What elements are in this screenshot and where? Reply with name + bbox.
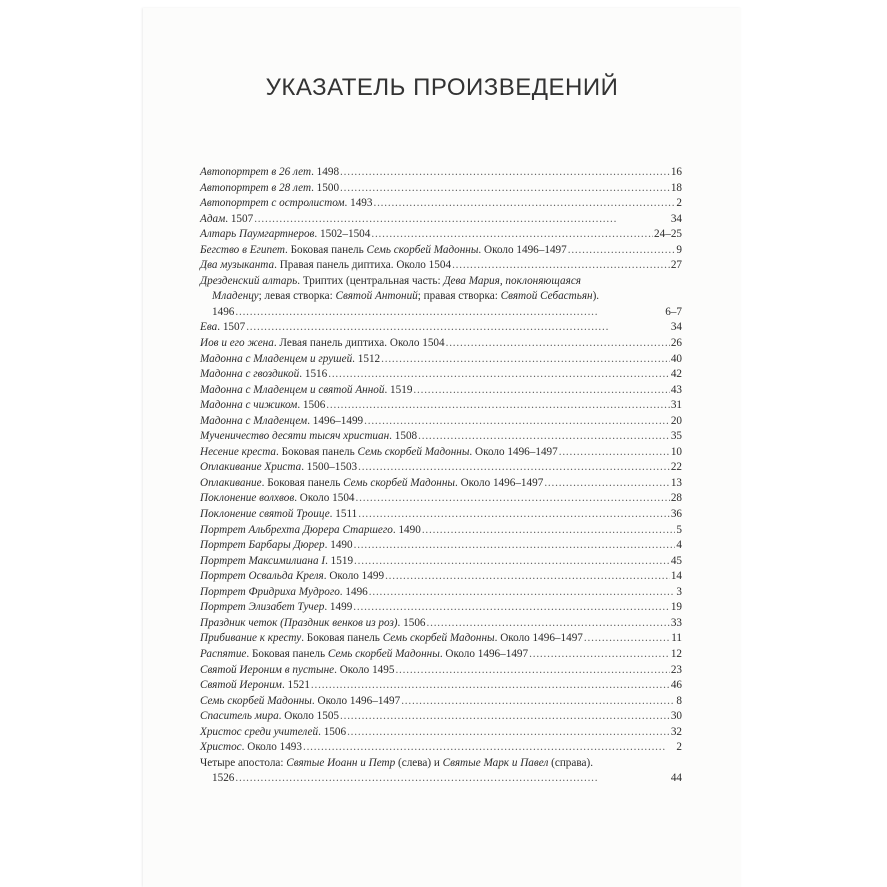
index-entry xyxy=(200,554,682,570)
index-entry xyxy=(200,460,682,476)
entry-label xyxy=(200,507,357,523)
entry-page: 11 xyxy=(671,632,682,645)
index-entry xyxy=(200,181,682,197)
entry-detail: . 1502–1504 xyxy=(314,228,371,241)
entry-detail: . 1490 xyxy=(324,539,353,552)
entry-page: 4 xyxy=(676,539,682,552)
entry-title: Прибивание к кресту xyxy=(200,632,302,645)
entry-label xyxy=(200,352,380,368)
index-entry xyxy=(200,429,682,445)
entry-title: Мученичество десяти тысяч христиан xyxy=(200,430,390,443)
entry-detail: . Около 1495 xyxy=(334,663,395,676)
entry-detail: . 1519 xyxy=(384,383,413,396)
dot-leader xyxy=(340,709,670,725)
entry-detail-2: . Около 1496–1497 xyxy=(455,476,544,489)
entry-page: 36 xyxy=(670,508,682,521)
entry-line-3 xyxy=(200,305,682,321)
entry-label xyxy=(200,647,528,663)
entry-detail: . Триптих (центральная часть: xyxy=(297,274,444,287)
entry-label xyxy=(200,740,302,756)
dot-leader xyxy=(235,771,669,787)
entry-detail: . Около 1496–1497 xyxy=(311,694,401,707)
entry-page: 12 xyxy=(670,647,682,660)
index-entry xyxy=(200,709,682,725)
entry-title: Ева xyxy=(200,321,218,334)
entry-label xyxy=(200,258,451,274)
dot-leader xyxy=(340,165,670,181)
dot-leader xyxy=(584,631,670,647)
entry-label xyxy=(200,631,583,647)
dot-leader xyxy=(254,212,670,228)
entry-label xyxy=(200,616,426,632)
entry-page: 44 xyxy=(670,772,682,785)
entry-title: Несение креста xyxy=(200,445,277,458)
entry-detail: . 1506 xyxy=(297,399,326,412)
dot-leader xyxy=(353,600,670,616)
entry-detail: . Около 1493 xyxy=(241,741,302,754)
entry-page: 42 xyxy=(670,368,682,381)
entry-page: 3 xyxy=(676,585,682,598)
index-entry xyxy=(200,600,682,616)
dot-leader xyxy=(347,725,670,741)
index-entry xyxy=(200,352,682,368)
entry-detail: . Левая панель диптиха. Около 1504 xyxy=(273,337,445,350)
entry-title: Автопортрет с остролистом xyxy=(200,197,345,210)
entry-title: Мадонна с чижиком xyxy=(200,399,298,412)
entry-label xyxy=(200,709,339,725)
index-entry xyxy=(200,507,682,523)
entry-detail: . Боковая панель xyxy=(261,476,344,489)
entry-page: 26 xyxy=(670,337,682,350)
entry-title: Мадонна с Младенцем и святой Анной xyxy=(200,383,385,396)
entry-title: Иов и его жена xyxy=(200,337,274,350)
index-entry xyxy=(200,740,682,756)
entry-detail: . Боковая панель xyxy=(246,647,328,660)
entry-detail: ; левая створка: xyxy=(258,290,336,303)
entry-label xyxy=(200,554,353,570)
dot-leader xyxy=(452,258,670,274)
entry-title: Распятие xyxy=(200,647,247,660)
entry-label xyxy=(200,476,543,492)
entry-title: Автопортрет в 26 лет xyxy=(200,166,312,178)
entry-line-1 xyxy=(200,274,682,290)
entry-title: Мадонна с гвоздикой xyxy=(200,368,300,381)
dot-leader xyxy=(328,367,670,383)
entry-part-title: Дева Мария, поклоняющаяся xyxy=(443,274,582,287)
entry-title: Святой Иероним в пустыне xyxy=(200,663,335,676)
entry-series: Семь скорбей Мадонны xyxy=(357,445,470,458)
dot-leader xyxy=(568,243,676,259)
entry-detail: . Боковая панель xyxy=(276,445,358,458)
entry-title: Портрет Элизабет Тучер xyxy=(200,601,325,614)
entry-title: Христос xyxy=(200,741,242,754)
entry-label xyxy=(200,212,253,228)
dot-leader xyxy=(422,523,676,539)
works-index xyxy=(200,165,682,787)
entry-page: 34 xyxy=(670,212,682,225)
entry-title: Автопортрет в 28 лет xyxy=(200,181,312,194)
entry-page: 8 xyxy=(676,694,682,707)
entry-title: Поклонение волхвов xyxy=(200,492,295,505)
entry-label xyxy=(200,663,394,679)
index-entry xyxy=(200,585,682,601)
dot-leader xyxy=(311,678,670,694)
entry-detail: (слева) и xyxy=(395,756,443,769)
entry-detail: . Правая панель диптиха. Около 1504 xyxy=(274,259,452,272)
dot-leader xyxy=(385,569,670,585)
entry-label xyxy=(200,414,363,430)
entry-detail: : xyxy=(280,756,287,769)
entry-part-title: Святые Марк и Павел xyxy=(442,756,549,769)
entry-label xyxy=(200,243,567,259)
entry-label xyxy=(200,491,355,507)
dot-leader xyxy=(395,663,669,679)
index-entry xyxy=(200,212,682,228)
entry-detail-2: . Около 1496–1497 xyxy=(494,632,583,645)
entry-page: 46 xyxy=(670,679,682,692)
entry-part-title: Святой Себастьян xyxy=(500,290,593,303)
index-entry xyxy=(200,274,682,321)
dot-leader xyxy=(413,383,669,399)
entry-line-2 xyxy=(200,771,682,787)
entry-detail: . 1519 xyxy=(325,554,354,567)
entry-title: Бегство в Египет xyxy=(200,243,286,256)
entry-page: 2 xyxy=(676,197,682,210)
entry-detail: (справа). xyxy=(548,756,593,769)
entry-detail: . 1507 xyxy=(225,212,254,225)
entry-page: 22 xyxy=(670,461,682,474)
index-entry xyxy=(200,678,682,694)
entry-title: Портрет Фридриха Мудрого xyxy=(200,585,340,598)
index-entry xyxy=(200,243,682,259)
index-entry xyxy=(200,569,682,585)
dot-leader xyxy=(340,181,670,197)
entry-part-title: Святые Иоанн и Петр xyxy=(286,756,396,769)
index-entry xyxy=(200,756,682,787)
index-entry xyxy=(200,476,682,492)
entry-label xyxy=(200,460,357,476)
entry-page: 13 xyxy=(670,476,682,489)
dot-leader xyxy=(427,616,670,632)
entry-detail: . 1493 xyxy=(344,197,373,210)
entry-page: 9 xyxy=(676,243,682,256)
entry-title: Два музыканта xyxy=(200,259,275,272)
entry-label xyxy=(200,336,445,352)
entry-title: Адам xyxy=(200,212,226,225)
entry-detail: . 1512 xyxy=(352,352,381,365)
dot-leader xyxy=(235,305,664,321)
index-entry xyxy=(200,538,682,554)
entry-title: Оплакивание xyxy=(200,476,262,489)
entry-date: 1496 xyxy=(212,305,235,318)
entry-title: Четыре апостола xyxy=(200,756,281,769)
entry-part-title: Святой Антоний xyxy=(335,290,418,303)
dot-leader xyxy=(246,320,670,336)
dot-leader xyxy=(354,554,670,570)
entry-page: 5 xyxy=(676,523,682,536)
dot-leader xyxy=(381,352,670,368)
index-entry xyxy=(200,523,682,539)
entry-title: Христос среди учителей xyxy=(200,725,319,738)
entry-page: 2 xyxy=(676,741,682,754)
page-title: УКАЗАТЕЛЬ ПРОИЗВЕДЕНИЙ xyxy=(265,74,619,101)
index-entry xyxy=(200,491,682,507)
entry-detail: . 1500 xyxy=(311,181,340,194)
index-entry xyxy=(200,320,682,336)
entry-page: 14 xyxy=(670,570,682,583)
dot-leader xyxy=(356,491,670,507)
dot-leader xyxy=(418,429,670,445)
entry-label xyxy=(200,367,327,383)
entry-label xyxy=(200,569,384,585)
entry-page: 43 xyxy=(670,383,682,396)
index-entry xyxy=(200,694,682,710)
index-entry xyxy=(200,383,682,399)
dot-leader xyxy=(446,336,670,352)
entry-page: 35 xyxy=(670,430,682,443)
entry-label xyxy=(200,196,372,212)
dot-leader xyxy=(303,740,675,756)
entry-label xyxy=(200,227,370,243)
entry-page: 20 xyxy=(670,414,682,427)
entry-part-title: Младенцу xyxy=(212,290,259,303)
index-entry xyxy=(200,631,682,647)
entry-detail: . 1498 xyxy=(311,166,340,178)
entry-label xyxy=(200,678,310,694)
entry-label xyxy=(200,383,412,399)
index-entry xyxy=(200,398,682,414)
entry-label xyxy=(200,538,353,554)
entry-detail: . Боковая панель xyxy=(301,632,383,645)
index-entry xyxy=(200,258,682,274)
entry-title: Дрезденский алтарь xyxy=(200,274,298,287)
entry-page: 40 xyxy=(670,352,682,365)
dot-leader xyxy=(529,647,670,663)
entry-detail: . 1521 xyxy=(281,679,310,692)
entry-line-2 xyxy=(200,289,682,305)
entry-title: Алтарь Паумгартнеров xyxy=(200,228,315,241)
entry-detail: . 1506 xyxy=(318,725,347,738)
entry-series: Семь скорбей Мадонны xyxy=(366,243,479,256)
entry-label xyxy=(200,429,417,445)
entry-detail: . 1500–1503 xyxy=(301,461,358,474)
entry-page: 33 xyxy=(670,616,682,629)
dot-leader xyxy=(364,414,670,430)
entry-page: 32 xyxy=(670,725,682,738)
entry-detail-2: . Около 1496–1497 xyxy=(478,243,567,256)
entry-page: 28 xyxy=(670,492,682,505)
dot-leader xyxy=(358,460,670,476)
dot-leader xyxy=(373,196,675,212)
entry-label xyxy=(200,398,325,414)
entry-detail: . 1496–1499 xyxy=(307,414,364,427)
entry-detail: . 1499 xyxy=(324,601,353,614)
entry-page: 16 xyxy=(670,166,682,178)
entry-title: Семь скорбей Мадонны xyxy=(200,694,312,707)
index-entry xyxy=(200,196,682,212)
entry-title: Портрет Максимилиана I xyxy=(200,554,326,567)
entry-title: Портрет Барбары Дюрер xyxy=(200,539,325,552)
entry-detail: . Боковая панель xyxy=(285,243,367,256)
entry-detail: . Около 1499 xyxy=(323,570,385,583)
entry-title: Портрет Освальда Креля xyxy=(200,570,324,583)
index-entry xyxy=(200,663,682,679)
entry-label xyxy=(200,181,339,197)
entry-title: Мадонна с Младенцем xyxy=(200,414,308,427)
index-entry xyxy=(200,367,682,383)
entry-series: Семь скорбей Мадонны xyxy=(327,647,440,660)
entry-line-1 xyxy=(200,756,682,772)
index-entry xyxy=(200,165,682,181)
entry-detail: . Около 1505 xyxy=(278,710,340,723)
entry-title: Поклонение святой Троице xyxy=(200,508,330,521)
entry-page: 45 xyxy=(670,554,682,567)
entry-detail: . 1507 xyxy=(217,321,246,334)
entry-title: Святой Иероним xyxy=(200,679,282,692)
entry-page: 30 xyxy=(670,710,682,723)
entry-page: 18 xyxy=(670,181,682,194)
dot-leader xyxy=(358,507,670,523)
index-entry xyxy=(200,616,682,632)
entry-series: Семь скорбей Мадонны xyxy=(343,476,455,489)
entry-title: Праздник четок (Праздник венков из роз) xyxy=(200,616,398,629)
index-entry xyxy=(200,336,682,352)
entry-detail-2: . Около 1496–1497 xyxy=(439,647,529,660)
entry-detail: . Около 1504 xyxy=(294,492,355,505)
dot-leader xyxy=(544,476,670,492)
entry-title: Оплакивание Христа xyxy=(200,461,302,474)
index-entry xyxy=(200,725,682,741)
entry-label xyxy=(200,585,368,601)
entry-label xyxy=(200,320,245,336)
dot-leader xyxy=(559,445,670,461)
entry-label xyxy=(200,694,400,710)
entry-label xyxy=(200,165,339,181)
index-entry xyxy=(200,445,682,461)
index-entry xyxy=(200,227,682,243)
entry-detail: ; правая створка: xyxy=(417,290,501,303)
index-entry xyxy=(200,414,682,430)
entry-page: 6–7 xyxy=(665,305,682,318)
entry-detail: . 1516 xyxy=(299,368,328,381)
entry-detail: ). xyxy=(592,290,600,303)
dot-leader xyxy=(354,538,676,554)
entry-detail: . 1508 xyxy=(389,430,418,443)
entry-label xyxy=(200,523,421,539)
entry-title: Мадонна с Младенцем и грушей xyxy=(200,352,353,365)
entry-page: 34 xyxy=(670,321,682,334)
dot-leader xyxy=(401,694,675,710)
entry-detail: . 1490 xyxy=(392,523,421,536)
entry-detail: . 1506 xyxy=(397,616,426,629)
index-entry xyxy=(200,647,682,663)
entry-detail: . 1511 xyxy=(329,508,358,521)
dot-leader xyxy=(369,585,676,601)
dot-leader xyxy=(371,227,653,243)
dot-leader xyxy=(326,398,670,414)
entry-title: Портрет Альбрехта Дюрера Старшего xyxy=(200,523,393,536)
entry-page: 19 xyxy=(670,601,682,614)
entry-detail-2: . Около 1496–1497 xyxy=(469,445,558,458)
entry-title: Спаситель мира xyxy=(200,710,279,723)
entry-page: 27 xyxy=(670,259,682,272)
entry-label xyxy=(200,600,352,616)
entry-page: 10 xyxy=(670,445,682,458)
entry-series: Семь скорбей Мадонны xyxy=(382,632,495,645)
entry-label xyxy=(200,725,346,741)
entry-detail: . 1496 xyxy=(339,585,368,598)
entry-label xyxy=(200,445,558,461)
entry-page: 23 xyxy=(670,663,682,676)
entry-page: 31 xyxy=(670,399,682,412)
entry-page: 24–25 xyxy=(654,228,682,241)
entry-date: 1526 xyxy=(212,772,235,785)
